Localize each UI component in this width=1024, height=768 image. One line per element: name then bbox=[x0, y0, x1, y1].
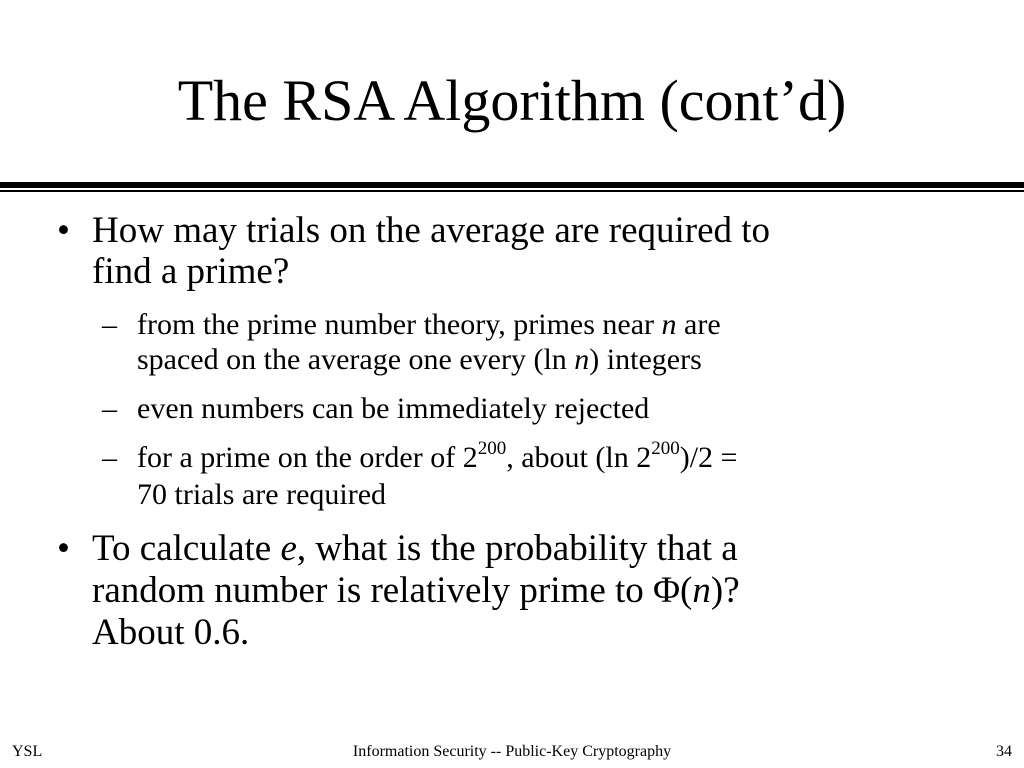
slide-title: The RSA Algorithm (cont’d) bbox=[177, 68, 847, 133]
bullet-marker: • bbox=[57, 210, 70, 251]
footer-page-number: 34 bbox=[996, 743, 1012, 760]
sub-bullet-3-line-2: 70 trials are required bbox=[137, 478, 387, 511]
sub-bullet-dash: – bbox=[102, 308, 117, 341]
variable-e: e bbox=[280, 528, 297, 569]
text-run: ) integers bbox=[589, 343, 702, 376]
sub-bullet-1-line-2 bbox=[137, 342, 702, 377]
text-run: are bbox=[676, 308, 721, 341]
sub-bullet-dash: – bbox=[102, 441, 117, 474]
footer-author: YSL bbox=[12, 743, 43, 760]
bullet-2-line-2 bbox=[92, 570, 740, 611]
variable-n: n bbox=[661, 308, 677, 341]
bullet-2-line-1 bbox=[92, 528, 738, 569]
title-divider-thin bbox=[0, 190, 1024, 192]
variable-n: n bbox=[692, 570, 711, 611]
variable-n: n bbox=[574, 343, 590, 376]
text-run: To calculate bbox=[92, 528, 281, 569]
text-run: , what is the probability that a bbox=[296, 528, 738, 569]
sub-bullet-2-line-1: even numbers can be immediately rejected bbox=[137, 392, 650, 425]
text-run: , about (ln 2 bbox=[506, 441, 652, 474]
bullet-2-line-3: About 0.6. bbox=[92, 612, 250, 653]
bullet-1-line-2: find a prime? bbox=[92, 251, 290, 292]
text-run: random number is relatively prime to Φ( bbox=[92, 570, 693, 611]
text-run: for a prime on the order of 2 bbox=[137, 441, 478, 474]
sub-bullet-3-line-1 bbox=[137, 440, 737, 475]
exponent: 200 bbox=[477, 438, 507, 459]
footer-course-title: Information Security -- Public-Key Cryptography bbox=[352, 743, 672, 760]
bullet-1-line-1: How may trials on the average are required to bbox=[92, 210, 771, 251]
sub-bullet-1-line-1 bbox=[137, 307, 721, 342]
sub-bullet-dash: – bbox=[102, 392, 117, 425]
text-run: spaced on the average one every (ln bbox=[137, 343, 575, 376]
bullet-marker: • bbox=[57, 528, 70, 569]
text-run: )/2 = bbox=[679, 441, 738, 474]
title-divider-thick bbox=[0, 182, 1024, 188]
exponent: 200 bbox=[651, 438, 680, 459]
text-run: )? bbox=[710, 570, 740, 611]
text-run: from the prime number theory, primes near bbox=[137, 308, 662, 341]
